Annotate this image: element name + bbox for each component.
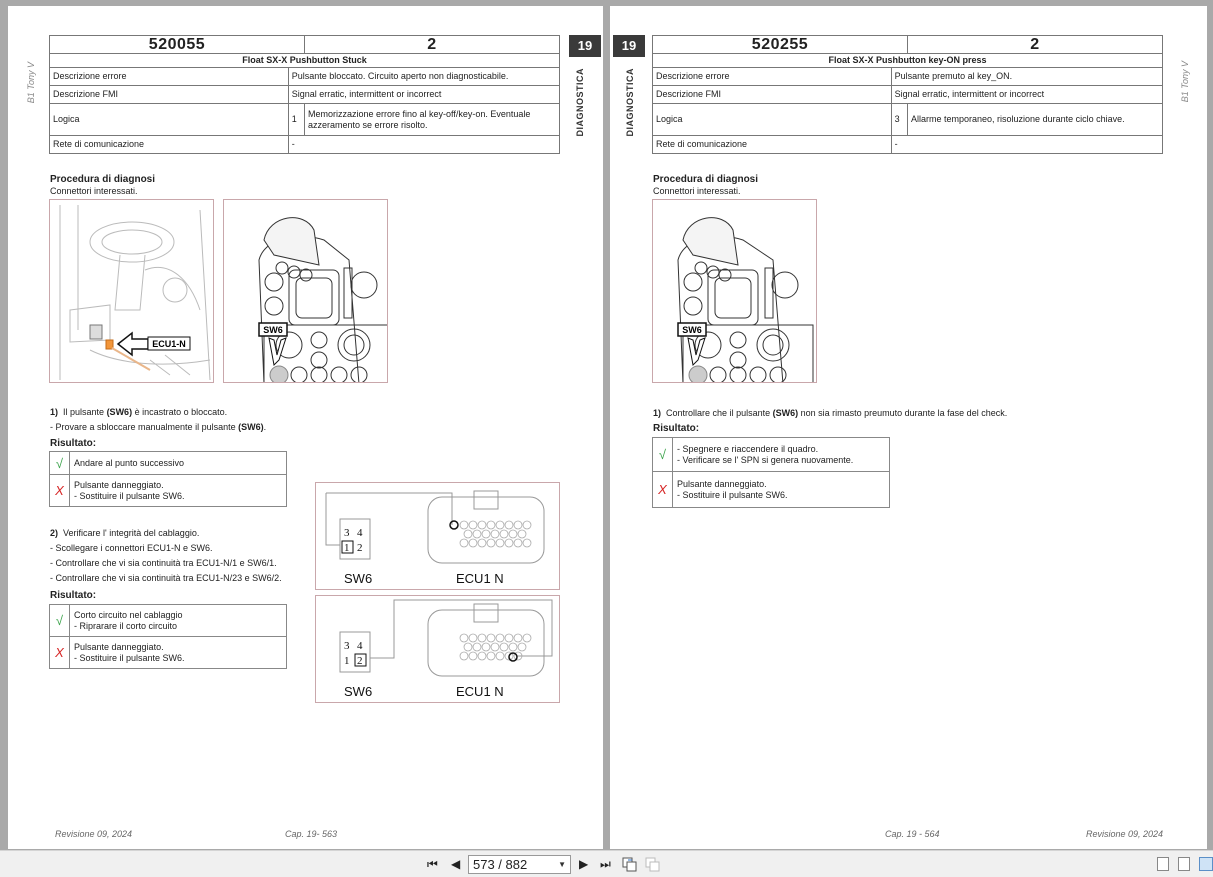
connector-diagram-2 <box>315 595 560 703</box>
wiring-diagram-icon <box>316 483 560 590</box>
row-label: Descrizione errore <box>50 68 289 86</box>
svg-text:SW6: SW6 <box>344 684 373 699</box>
svg-text:ECU1 N: ECU1 N <box>456 571 504 586</box>
page-563 <box>8 6 603 849</box>
row-label: Rete di comunicazione <box>50 136 289 154</box>
svg-text:4: 4 <box>357 640 363 652</box>
row-label: Descrizione FMI <box>653 86 892 104</box>
check-icon: √ <box>50 452 70 475</box>
step-1: 1) Controllare che il pulsante (SW6) non sia rimasto preumuto durante la fase del check. <box>653 408 1008 418</box>
page-indicator: 573 / 882 <box>473 857 528 872</box>
result-text: Andare al punto successivo <box>70 452 287 475</box>
svg-text:SW6: SW6 <box>682 325 702 335</box>
first-page-button[interactable]: ⏮ <box>427 857 438 871</box>
svg-text:SW6: SW6 <box>344 571 373 586</box>
joystick-illustration-icon <box>653 200 817 383</box>
result-table-2: √ Corto circuito nel cablaggio - Riprarare il corto circuito X Pulsante danneggiato. - Sostituire il pulsante SW6. <box>49 604 287 669</box>
chapter-label: DIAGNOSTICA <box>575 68 585 137</box>
row-value: Pulsante premuto al key_ON. <box>891 68 1162 86</box>
result-label: Risultato: <box>50 438 97 449</box>
joystick-figure <box>223 199 388 383</box>
cabin-figure <box>49 199 214 383</box>
side-model-label: B1 Tony V <box>1180 61 1190 103</box>
error-code-table <box>49 35 560 154</box>
page-extract-icon[interactable] <box>645 857 660 872</box>
joystick-figure <box>652 199 817 383</box>
svg-text:ECU1-N: ECU1-N <box>152 339 186 349</box>
chapter-tab: 19 <box>569 35 601 57</box>
error-code-table <box>652 35 1163 154</box>
row-label: Descrizione FMI <box>50 86 289 104</box>
row-value: Pulsante bloccato. Circuito aperto non diagnosticabile. <box>288 68 559 86</box>
chevron-down-icon: ▼ <box>558 860 566 869</box>
fmi-code: 2 <box>305 36 560 54</box>
svg-text:1: 1 <box>344 655 350 667</box>
result-table-1: √ Andare al punto successivo X Pulsante danneggiato. - Sostituire il pulsante SW6. <box>49 451 287 507</box>
footer-revision: Revisione 09, 2024 <box>55 829 133 839</box>
row-value: - <box>288 136 559 154</box>
side-model-label: B1 Tony V <box>26 62 36 104</box>
row-value: Signal erratic, intermittent or incorrect <box>891 86 1162 104</box>
svg-text:SW6: SW6 <box>263 325 283 335</box>
cross-icon: X <box>50 637 70 669</box>
check-icon: √ <box>653 438 673 472</box>
row-label: Logica <box>653 104 892 136</box>
procedure-subtitle: Connettori interessati. <box>653 186 741 196</box>
row-label: Rete di comunicazione <box>653 136 892 154</box>
step-1: 1) Il pulsante (SW6) è incastrato o bloccato. - Provare a sbloccare manualmente il pulsante (SW6). <box>50 407 267 432</box>
footer-page-number: Cap. 19 - 564 <box>885 829 940 839</box>
two-page-view-icon[interactable] <box>1199 857 1213 871</box>
svg-text:2: 2 <box>357 655 363 667</box>
cross-icon: X <box>50 475 70 507</box>
procedure-title: Procedura di diagnosi <box>653 174 759 185</box>
chapter-label: DIAGNOSTICA <box>625 68 635 137</box>
logic-number: 1 <box>288 104 304 136</box>
prev-page-button[interactable]: ◀ <box>451 857 461 871</box>
joystick-illustration-icon <box>224 200 388 383</box>
step-2: 2) Verificare l' integrità del cablaggio. - Scollegare i connettori ECU1-N e SW6. - Controllare che vi sia continuità tra ECU1-N/1 e SW6/1. - Controllare che vi sia continuità tra ECU1-N/23 e SW6/2. <box>50 528 282 583</box>
result-label: Risultato: <box>653 423 700 434</box>
viewer-toolbar <box>0 850 1213 877</box>
single-page-view-icon[interactable] <box>1157 857 1169 871</box>
fmi-code: 2 <box>908 36 1163 54</box>
procedure-title: Procedura di diagnosi <box>50 174 156 185</box>
next-page-button[interactable]: ▶ <box>579 857 589 871</box>
error-title: Float SX-X Pushbutton key-ON press <box>653 54 1163 68</box>
error-title: Float SX-X Pushbutton Stuck <box>50 54 560 68</box>
svg-text:3: 3 <box>344 640 350 652</box>
page-number-select[interactable] <box>468 855 571 874</box>
spn-code: 520255 <box>653 36 908 54</box>
row-label: Descrizione errore <box>653 68 892 86</box>
svg-text:3: 3 <box>344 527 350 539</box>
last-page-button[interactable]: ⏭ <box>600 857 611 871</box>
check-icon: √ <box>50 605 70 637</box>
svg-text:1: 1 <box>344 542 350 554</box>
svg-text:4: 4 <box>357 527 363 539</box>
spn-code: 520055 <box>50 36 305 54</box>
logic-number: 3 <box>891 104 907 136</box>
result-label: Risultato: <box>50 590 97 601</box>
connector-diagram-1 <box>315 482 560 590</box>
cross-icon: X <box>653 472 673 508</box>
svg-text:2: 2 <box>357 542 363 554</box>
row-value: Signal erratic, intermittent or incorrect <box>288 86 559 104</box>
row-value: Memorizzazione errore fino al key-off/key-on. Eventuale azzeramento se errore risolto. <box>305 104 560 136</box>
cabin-illustration-icon <box>50 200 214 383</box>
wiring-diagram-icon <box>316 596 560 703</box>
continuous-view-icon[interactable] <box>1178 857 1190 871</box>
chapter-tab: 19 <box>613 35 645 57</box>
svg-text:ECU1 N: ECU1 N <box>456 684 504 699</box>
footer-page-number: Cap. 19- 563 <box>285 829 338 839</box>
page-564 <box>610 6 1207 849</box>
row-label: Logica <box>50 104 289 136</box>
footer-revision: Revisione 09, 2024 <box>1086 829 1164 839</box>
page-insert-icon[interactable] <box>622 857 637 872</box>
row-value: Allarme temporaneo, risoluzione durante ciclo chiave. <box>908 104 1163 136</box>
result-table-1: √ - Spegnere e riaccendere il quadro. - Verificare se l' SPN si genera nuovamente. X Pulsante danneggiato. - Sostituire il pulsante SW6. <box>652 437 890 508</box>
row-value: - <box>891 136 1162 154</box>
procedure-subtitle: Connettori interessati. <box>50 186 138 196</box>
